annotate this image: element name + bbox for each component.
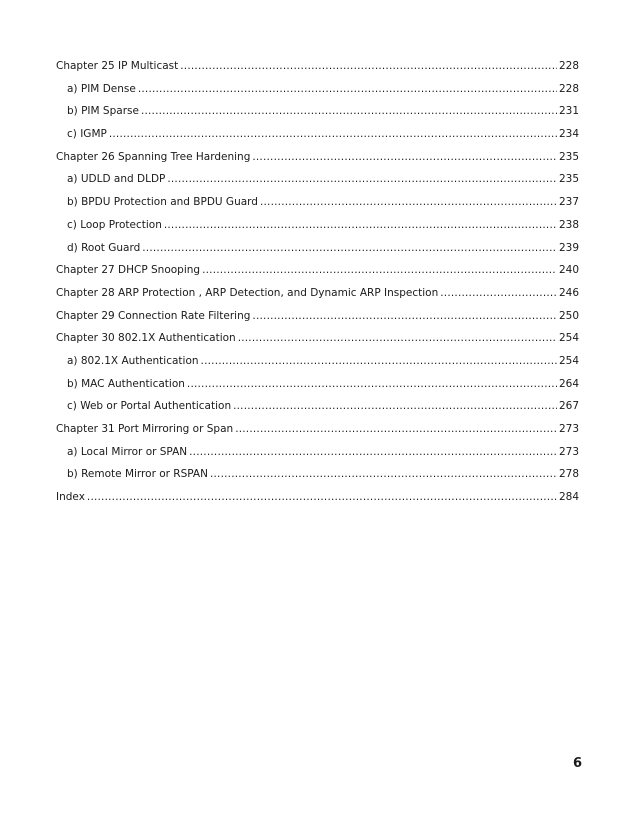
toc-leader-dots <box>164 214 557 237</box>
toc-entry-label: Chapter 26 Spanning Tree Hardening <box>56 150 251 163</box>
toc-entry[interactable] <box>56 463 579 486</box>
toc-leader-dots <box>210 463 557 486</box>
toc-entry[interactable] <box>56 373 579 396</box>
toc-entry[interactable] <box>56 55 579 78</box>
toc-entry-label: Chapter 25 IP Multicast <box>56 60 179 72</box>
toc-leader-dots <box>202 259 557 282</box>
toc-entry[interactable] <box>56 78 579 101</box>
toc-entry-page: 239 <box>558 241 579 254</box>
toc-entry[interactable] <box>56 123 579 146</box>
toc-entry-page: 250 <box>558 309 579 322</box>
toc-entry[interactable] <box>56 100 579 123</box>
toc-entry-page: 273 <box>558 445 579 458</box>
toc-entry-page: 267 <box>558 400 579 413</box>
toc-entry-label: Chapter 28 ARP Protection , ARP Detection, and Dynamic ARP Inspection <box>56 286 439 299</box>
toc-entry-page: 228 <box>558 82 579 95</box>
toc-entry-page: 278 <box>558 468 579 481</box>
toc-leader-dots <box>233 395 557 418</box>
toc-entry-page: 246 <box>558 286 579 299</box>
toc-entry[interactable] <box>56 259 579 282</box>
toc-entry[interactable] <box>56 350 579 373</box>
toc-entry-label: b) Remote Mirror or RSPAN <box>67 468 208 481</box>
toc-entry-page: 234 <box>558 128 579 141</box>
toc-entry-label: b) MAC Authentication <box>67 377 185 390</box>
toc-entry-label: Index <box>56 491 85 504</box>
toc-entry[interactable] <box>56 486 579 509</box>
toc-entry-label: d) Root Guard <box>67 241 141 254</box>
toc-entry[interactable] <box>56 214 579 237</box>
toc-leader-dots <box>109 123 557 146</box>
toc-entry-label: a) Local Mirror or SPAN <box>67 445 188 458</box>
toc-leader-dots <box>252 146 557 169</box>
toc-entry-page: 238 <box>558 218 579 231</box>
toc-entry[interactable] <box>56 305 579 328</box>
toc-entry-label: b) PIM Sparse <box>67 105 139 118</box>
toc-entry-label: c) Loop Protection <box>67 218 162 231</box>
table-of-contents <box>56 55 579 509</box>
toc-leader-dots <box>187 373 557 396</box>
toc-leader-dots <box>260 191 557 214</box>
toc-entry-page: 228 <box>558 60 579 72</box>
toc-leader-dots <box>189 441 557 464</box>
toc-leader-dots <box>142 237 557 260</box>
toc-leader-dots <box>180 55 557 78</box>
toc-entry-label: Chapter 30 802.1X Authentication <box>56 332 236 345</box>
toc-entry-label: c) IGMP <box>67 128 107 141</box>
toc-leader-dots <box>252 305 557 328</box>
toc-entry-label: Chapter 31 Port Mirroring or Span <box>56 423 234 435</box>
toc-leader-dots <box>238 327 557 350</box>
toc-leader-dots <box>141 100 557 123</box>
toc-entry-page: 235 <box>558 150 579 163</box>
toc-entry-label: c) Web or Portal Authentication <box>67 400 232 413</box>
toc-entry-label: a) 802.1X Authentication <box>67 354 199 367</box>
toc-entry-page: 235 <box>558 173 579 186</box>
toc-entry-page: 273 <box>558 423 579 435</box>
toc-entry-label: Chapter 27 DHCP Snooping <box>56 264 201 277</box>
toc-entry-label: a) PIM Dense <box>67 82 136 95</box>
toc-leader-dots <box>440 282 557 305</box>
toc-entry[interactable] <box>56 146 579 169</box>
toc-entry-page: 264 <box>558 377 579 390</box>
toc-entry[interactable] <box>56 395 579 418</box>
toc-entry-page: 254 <box>558 332 579 345</box>
toc-entry[interactable] <box>56 327 579 350</box>
toc-entry[interactable] <box>56 441 579 464</box>
toc-leader-dots <box>167 168 557 191</box>
toc-entry-label: b) BPDU Protection and BPDU Guard <box>67 196 258 209</box>
toc-leader-dots <box>138 78 557 101</box>
toc-entry[interactable] <box>56 237 579 260</box>
toc-entry-label: a) UDLD and DLDP <box>67 173 166 186</box>
page-number: 6 <box>572 756 582 771</box>
toc-entry-page: 254 <box>558 354 579 367</box>
toc-entry-page: 237 <box>558 196 579 209</box>
toc-entry-page: 284 <box>558 491 579 504</box>
toc-leader-dots <box>87 486 557 509</box>
toc-leader-dots <box>201 350 557 373</box>
toc-entry[interactable] <box>56 418 579 441</box>
toc-entry[interactable] <box>56 191 579 214</box>
toc-entry[interactable] <box>56 168 579 191</box>
toc-leader-dots <box>235 418 557 441</box>
toc-entry-page: 240 <box>558 264 579 277</box>
toc-entry-page: 231 <box>558 105 579 118</box>
toc-entry-label: Chapter 29 Connection Rate Filtering <box>56 309 251 322</box>
toc-entry[interactable] <box>56 282 579 305</box>
